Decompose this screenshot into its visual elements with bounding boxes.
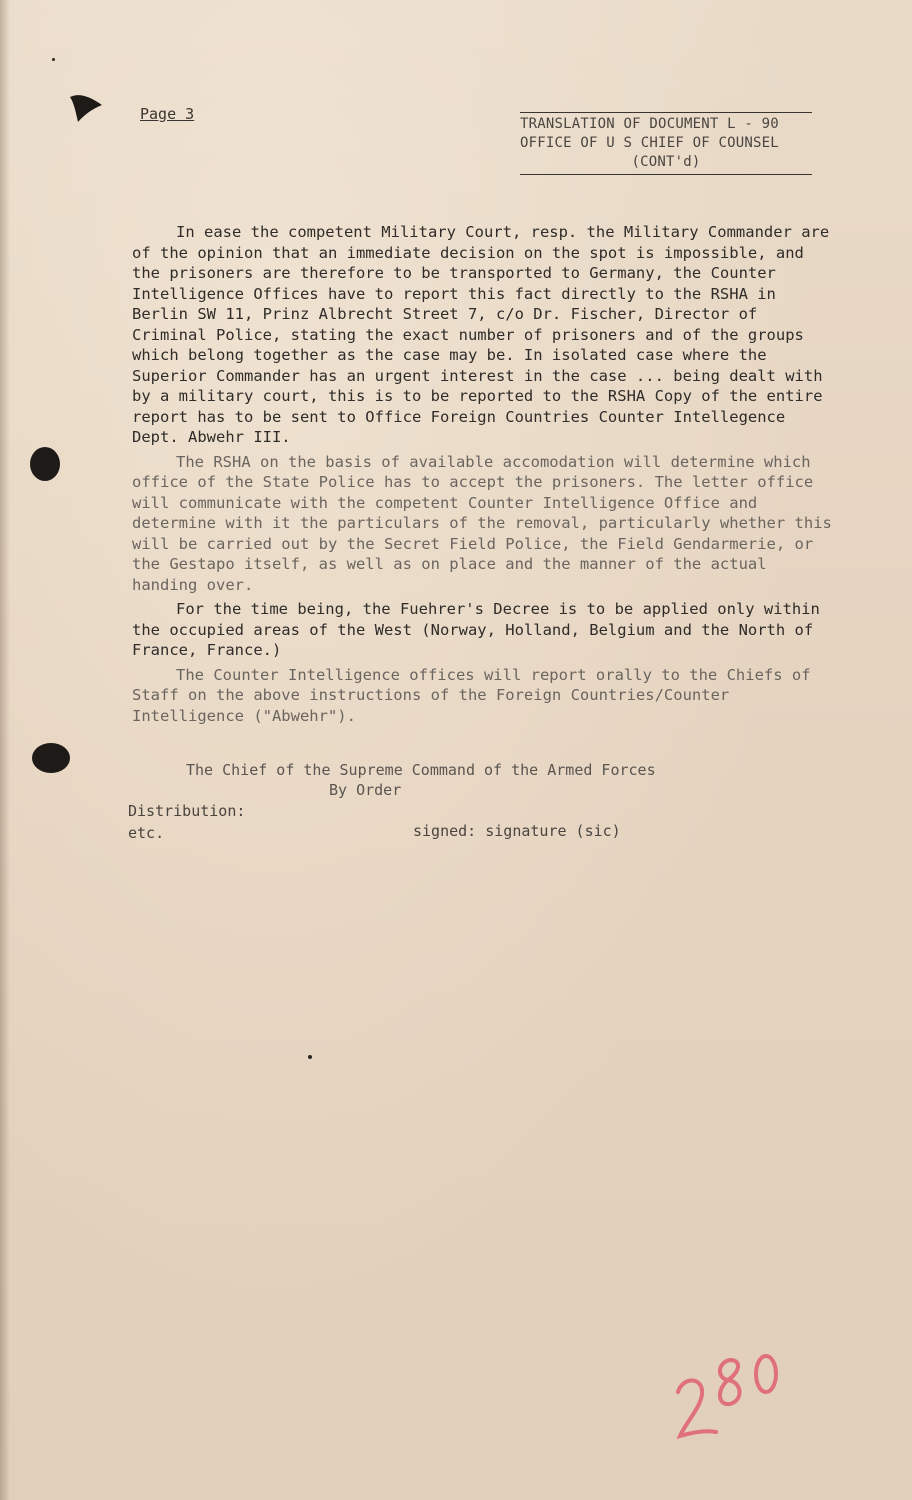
header-line-office: OFFICE OF U S CHIEF OF COUNSEL [520,135,779,151]
document-header [520,112,812,175]
document-body [132,222,837,726]
signature-title: The Chief of the Supreme Command of the Armed Forces [186,761,656,779]
page-edge-shadow [0,0,10,1500]
punch-hole-upper [30,447,60,481]
handwritten-page-number [668,1340,788,1450]
paragraph-fuehrer-decree: For the time being, the Fuehrer's Decree is to be applied only within the occupied areas of the West (Norway, Holland, Belgium and the North of France, France.) [132,600,820,659]
ink-speck [52,58,55,61]
paragraph-report-orally: The Counter Intelligence offices will report orally to the Chiefs of Staff on the above instructions of the Foreign Countries/Counter Intelligence ("Abwehr"). [132,665,811,725]
signature-by-order: By Order [329,781,402,799]
header-top-rule [520,112,812,113]
torn-corner-mark-icon [68,93,104,123]
header-bottom-rule [520,174,812,175]
distribution-label: Distribution: [128,802,246,820]
paragraph-military-court: In ease the competent Military Court, resp. the Military Commander are of the opinion that an immediate decision on the spot is impossible, and the prisoners are therefore to be transported to Germany, the Counter Intelligence Offices have to report this fact directly to the RSHA in Berlin SW 11, Prinz Albrecht Street 7, c/o Dr. Fischer, Director of Criminal Police, stating the exact number of prisoners and of the groups which belong together as the case may be. In isolated case where the Superior Commander has an urgent interest in the case ... being dealt with by a military court, this is to be reported to the RSHA Copy of the entire report has to be sent to Office Foreign Countries Counter Intellegence Dept. Abwehr III. [132,223,830,446]
distribution-etc: etc. [128,824,165,842]
paragraph-rsha-accommodation: The RSHA on the basis of available accomodation will determine which office of the State Police has to accept the prisoners. The letter office will communicate with the competent Counter Intelligence Office and determine with it the particulars of the removal, particularly whether this will be carried out by the Secret Field Police, the Field Gendarmerie, or the Gestapo itself, as well as on place and the manner of the actual handing over. [132,452,832,594]
ink-speck [308,1055,312,1059]
page-number-label: Page 3 [140,105,195,123]
punch-hole-lower [32,743,70,773]
signature-block [186,760,746,800]
header-line-translation: TRANSLATION OF DOCUMENT L - 90 [520,116,779,132]
header-line-continued: (CONT'd) [631,154,701,170]
signed-line: signed: signature (sic) [413,822,621,840]
distribution-block [128,800,245,844]
